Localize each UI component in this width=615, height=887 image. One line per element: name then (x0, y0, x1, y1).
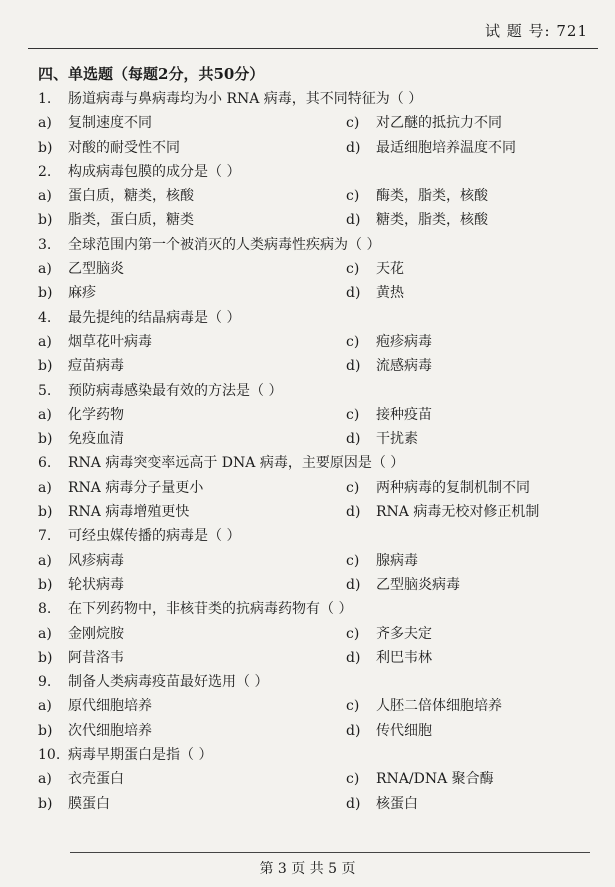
option-text: 麻疹 (68, 285, 96, 302)
option-letter: a) (38, 552, 52, 569)
option-text: 利巴韦林 (376, 649, 432, 666)
option-row (38, 208, 598, 232)
option-c (346, 622, 432, 646)
option-letter: d) (346, 795, 361, 812)
option-text: 乙型脑炎病毒 (376, 576, 460, 593)
option-row (38, 427, 598, 451)
question-list (38, 62, 598, 816)
option-text: 蛋白质，糖类，核酸 (68, 188, 194, 205)
question-number: 1. (38, 91, 52, 107)
option-a (38, 184, 194, 208)
option-letter: c) (346, 333, 360, 350)
option-letter: c) (346, 188, 360, 205)
option-letter: c) (346, 479, 360, 496)
option-c (346, 257, 404, 281)
option-text: 烟草花叶病毒 (68, 333, 152, 350)
option-letter: b) (38, 285, 53, 302)
option-text: 酶类，脂类，核酸 (376, 188, 488, 205)
option-letter: a) (38, 406, 52, 423)
option-text: 阿昔洛韦 (68, 649, 124, 666)
option-row (38, 476, 598, 500)
option-c (346, 403, 432, 427)
option-letter: b) (38, 431, 53, 448)
page-header (28, 14, 598, 49)
option-text: 金刚烷胺 (68, 625, 124, 642)
option-text: 原代细胞培养 (68, 698, 152, 715)
option-text: 糖类，脂类，核酸 (376, 212, 488, 229)
question-stem (38, 379, 598, 403)
option-a (38, 257, 124, 281)
option-a (38, 403, 124, 427)
option-row (38, 767, 598, 791)
question-stem (38, 670, 598, 694)
option-letter: a) (38, 625, 52, 642)
option-d (346, 719, 432, 743)
option-text: 脂类，蛋白质，糖类 (68, 212, 194, 229)
question-text: 最先提纯的结晶病毒是（ ） (68, 309, 241, 326)
option-letter: d) (346, 358, 361, 375)
option-a (38, 111, 152, 135)
question-stem (38, 306, 598, 330)
option-c (346, 767, 494, 791)
option-a (38, 767, 124, 791)
option-b (38, 573, 124, 597)
option-text: 两种病毒的复制机制不同 (376, 479, 530, 496)
option-d (346, 646, 432, 670)
option-row (38, 694, 598, 718)
option-d (346, 573, 460, 597)
option-letter: c) (346, 406, 360, 423)
option-c (346, 476, 530, 500)
option-c (346, 694, 502, 718)
option-letter: c) (346, 698, 360, 715)
option-row (38, 281, 598, 305)
option-d (346, 281, 404, 305)
option-letter: a) (38, 188, 52, 205)
footer-divider (70, 852, 590, 853)
question-number: 7. (38, 528, 52, 545)
option-letter: c) (346, 552, 360, 569)
option-row (38, 719, 598, 743)
option-b (38, 281, 96, 305)
option-b (38, 208, 194, 232)
option-letter: c) (346, 625, 360, 642)
option-letter: b) (38, 358, 53, 375)
question-text: 可经虫媒传播的病毒是（ ） (68, 528, 241, 545)
option-letter: d) (346, 431, 361, 448)
question-text: 预防病毒感染最有效的方法是（ ） (68, 382, 283, 399)
option-text: 核蛋白 (376, 795, 418, 812)
option-text: 化学药物 (68, 406, 124, 423)
option-letter: c) (346, 261, 360, 278)
option-row (38, 257, 598, 281)
option-text: 痘苗病毒 (68, 358, 124, 375)
option-text: 乙型脑炎 (68, 261, 124, 278)
option-text: 衣壳蛋白 (68, 771, 124, 788)
question-text: 构成病毒包膜的成分是（ ） (68, 163, 241, 180)
option-text: 传代细胞 (376, 722, 432, 739)
option-text: 黄热 (376, 285, 404, 302)
option-row (38, 792, 598, 816)
question-stem (38, 87, 598, 111)
question-stem (38, 451, 598, 475)
option-text: 免疫血清 (68, 431, 124, 448)
option-b (38, 427, 124, 451)
option-row (38, 111, 598, 135)
question-stem (38, 597, 598, 621)
option-a (38, 330, 152, 354)
option-d (346, 354, 432, 378)
option-b (38, 136, 180, 160)
option-text: 风疹病毒 (68, 552, 124, 569)
option-letter: a) (38, 771, 52, 788)
option-row (38, 184, 598, 208)
option-text: 对乙醚的抵抗力不同 (376, 115, 502, 132)
option-row (38, 330, 598, 354)
option-b (38, 792, 110, 816)
option-letter: b) (38, 722, 53, 739)
option-row (38, 136, 598, 160)
option-row (38, 646, 598, 670)
option-text: 疱疹病毒 (376, 333, 432, 350)
question-text: 肠道病毒与鼻病毒均为小 RNA 病毒，其不同特征为（ ） (68, 91, 423, 107)
question-text: 制备人类病毒疫苗最好选用（ ） (68, 674, 269, 691)
option-letter: d) (346, 285, 361, 302)
question-text: RNA 病毒突变率远高于 DNA 病毒，主要原因是（ ） (68, 455, 405, 472)
option-row (38, 403, 598, 427)
question-stem (38, 743, 598, 767)
option-text: RNA 病毒无校对修正机制 (376, 504, 540, 521)
option-letter: c) (346, 771, 360, 788)
question-text: 全球范围内第一个被消灭的人类病毒性疾病为（ ） (68, 236, 381, 253)
questions-container (38, 87, 598, 816)
option-letter: b) (38, 504, 53, 521)
option-c (346, 184, 488, 208)
option-letter: d) (346, 504, 361, 521)
question-number: 4. (38, 309, 52, 326)
option-d (346, 427, 418, 451)
option-a (38, 694, 152, 718)
option-letter: b) (38, 576, 53, 593)
option-letter: b) (38, 795, 53, 812)
question-stem (38, 524, 598, 548)
option-row (38, 354, 598, 378)
option-row (38, 500, 598, 524)
option-text: 齐多夫定 (376, 625, 432, 642)
option-text: RNA 病毒增殖更快 (68, 504, 190, 521)
option-c (346, 549, 418, 573)
option-letter: a) (38, 115, 52, 132)
question-number: 3. (38, 236, 52, 253)
question-stem (38, 160, 598, 184)
question-number: 2. (38, 163, 52, 180)
option-letter: a) (38, 261, 52, 278)
option-row (38, 622, 598, 646)
question-number: 9. (38, 674, 52, 691)
option-d (346, 208, 488, 232)
option-text: 腺病毒 (376, 552, 418, 569)
question-stem (38, 233, 598, 257)
option-letter: a) (38, 479, 52, 496)
option-text: 次代细胞培养 (68, 722, 152, 739)
option-text: 接种疫苗 (376, 406, 432, 423)
option-text: 膜蛋白 (68, 795, 110, 812)
option-text: 轮状病毒 (68, 576, 124, 593)
option-letter: d) (346, 576, 361, 593)
option-text: 复制速度不同 (68, 115, 152, 132)
option-text: RNA/DNA 聚合酶 (376, 771, 494, 788)
question-text: 在下列药物中，非核苷类的抗病毒药物有（ ） (68, 601, 353, 618)
option-text: 人胚二倍体细胞培养 (376, 698, 502, 715)
option-letter: a) (38, 333, 52, 350)
option-b (38, 646, 124, 670)
question-number: 8. (38, 601, 52, 618)
option-d (346, 136, 516, 160)
option-letter: d) (346, 212, 361, 229)
option-text: 最适细胞培养温度不同 (376, 139, 516, 156)
option-c (346, 111, 502, 135)
option-b (38, 354, 124, 378)
question-number: 5. (38, 382, 52, 399)
question-number: 10. (38, 747, 61, 764)
option-letter: d) (346, 722, 361, 739)
option-letter: d) (346, 649, 361, 666)
option-letter: a) (38, 698, 52, 715)
option-text: 流感病毒 (376, 358, 432, 375)
option-letter: d) (346, 139, 361, 156)
option-text: 对酸的耐受性不同 (68, 139, 180, 156)
exam-number: 试 题 号: 721 (485, 22, 588, 40)
question-text: 病毒早期蛋白是指（ ） (68, 747, 213, 764)
option-text: 干扰素 (376, 431, 418, 448)
option-letter: b) (38, 139, 53, 156)
section-title: 四、单选题（每题2分，共50分） (38, 65, 265, 83)
question-number: 6. (38, 455, 52, 472)
page-number: 第 3 页 共 5 页 (259, 861, 356, 877)
option-row (38, 549, 598, 573)
option-c (346, 330, 432, 354)
option-row (38, 573, 598, 597)
option-letter: b) (38, 649, 53, 666)
option-b (38, 500, 189, 524)
option-d (346, 500, 539, 524)
option-letter: c) (346, 115, 360, 132)
option-text: RNA 病毒分子量更小 (68, 479, 204, 496)
option-d (346, 792, 418, 816)
option-b (38, 719, 152, 743)
option-letter: b) (38, 212, 53, 229)
option-a (38, 476, 203, 500)
option-a (38, 549, 124, 573)
option-a (38, 622, 124, 646)
option-text: 天花 (376, 261, 404, 278)
